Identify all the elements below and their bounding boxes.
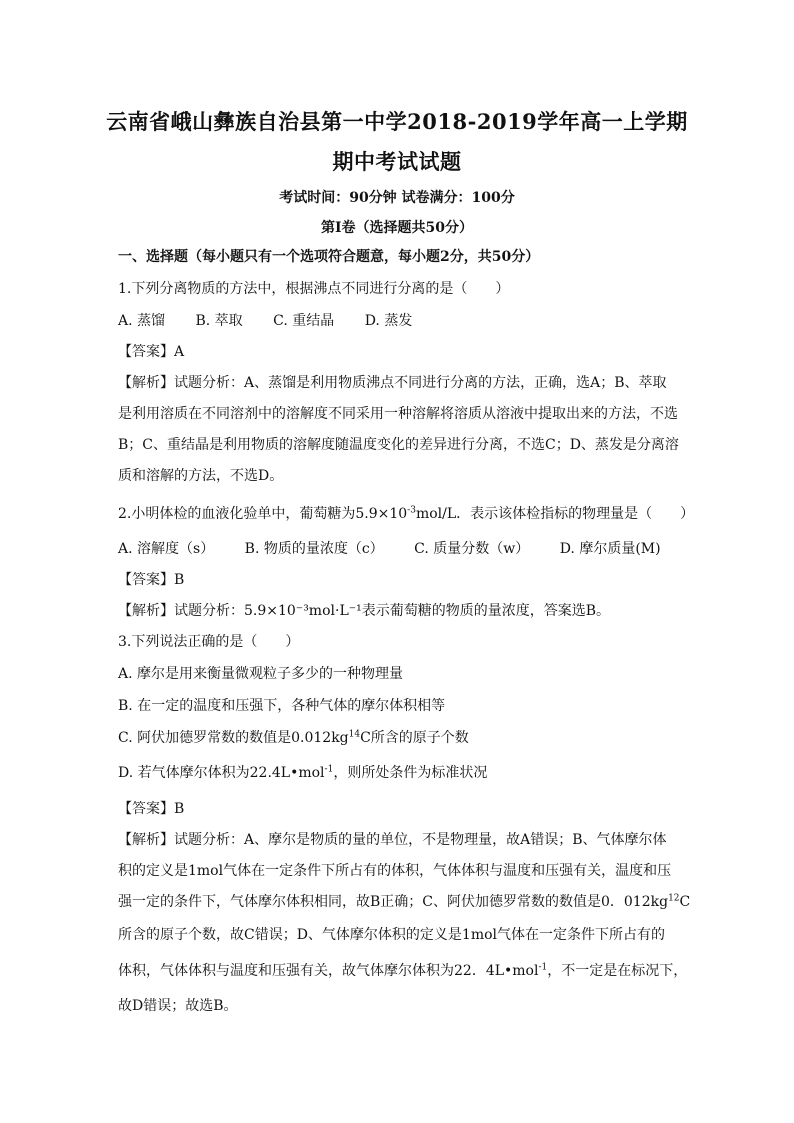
q3-analysis-5-pre: 体积，气体体积与温度和压强有关，故气体摩尔体积为22．4L•mol [118,963,539,979]
q3-analysis-line [118,961,688,981]
q3-option-b: B. 在一定的温度和压强下，各种气体的摩尔体积相等 [118,698,446,714]
q1-option-a: A. 蒸馏 [118,313,166,329]
q3-option-c-post: C所含的原子个数 [360,730,469,746]
q3-analysis-3-post: C [679,894,691,910]
q1-analysis-line: 是利用溶质在不同溶剂中的溶解度不同采用一种溶解将溶质从溶液中提取出来的方法，不选 [118,406,678,422]
q3-answer: 【答案】B [118,801,185,817]
q2-options [118,539,678,559]
q2-option-d: D. 摩尔质量(M) [559,541,661,557]
q3-option-d-post: ，则所处条件为标准状况 [333,765,488,781]
q2-stem-pre: 2.小明体检的血液化验单中，葡萄糖为5.9×10 [118,506,408,522]
q1-option-c: C. 重结晶 [273,313,335,329]
document-title-line-2: 期中考试试题 [332,149,462,174]
q3-analysis-line: 所含的原子个数，故C错误；D、气体摩尔体积的定义是1mol气体在一定条件下所占有的 [118,927,666,943]
q3-analysis-5-superscript: -1 [538,962,548,973]
q3-option-a: A. 摩尔是用来衡量微观粒子多少的一种物理量 [118,666,404,682]
q3-analysis-line: 积的定义是1mol气体在一定条件下所占有的体积，气体体积与温度和压强有关，温度和压 [118,863,672,879]
q3-option-c-pre: C. 阿伏加德罗常数的数值是0.012kg [118,730,349,746]
q3-analysis-line [118,892,691,912]
q1-analysis-line: 【解析】试题分析：A、蒸馏是利用物质沸点不同进行分离的方法，正确，选A；B、萃取 [118,375,667,391]
q1-option-b: B. 萃取 [195,313,243,329]
q1-option-d: D. 蒸发 [364,313,413,329]
q2-answer: 【答案】B [118,572,185,588]
q3-option-d-superscript: -1 [324,764,334,775]
q3-analysis-3-superscript: 12 [668,893,680,904]
q2-option-b: B. 物质的量浓度（c） [244,541,384,557]
section-heading: 一、选择题（每小题只有一个选项符合题意，每小题2分，共50分） [118,249,540,265]
q3-option-d [118,763,678,783]
q2-option-a: A. 溶解度（s） [118,541,215,557]
q1-analysis-line: B；C、重结晶是利用物质的溶解度随温度变化的差异进行分离，不选C；D、蒸发是分离溶 [118,437,679,453]
q3-analysis-line: 故D错误；故选B。 [118,998,238,1014]
q1-options [118,311,678,331]
q2-analysis: 【解析】试题分析：5.9×10⁻³mol·L⁻¹表示葡萄糖的物质的量浓度，答案选B。 [118,603,611,619]
q3-stem: 3.下列说法正确的是（ ） [118,634,300,650]
q2-stem-exponent: -3 [407,505,416,516]
q1-stem: 1.下列分离物质的方法中，根据沸点不同进行分离的是（ ） [118,281,510,297]
q3-option-c-superscript: 14 [348,729,361,740]
q1-analysis-line: 质和溶解的方法，不选D。 [118,468,284,484]
q3-option-d-pre: D. 若气体摩尔体积为22.4L•mol [118,765,325,781]
document-title-line-1: 云南省峨山彝族自治县第一中学2018-2019学年高一上学期 [106,109,688,134]
exam-info: 考试时间：90分钟 试卷满分：100分 [279,190,515,206]
q1-answer: 【答案】A [118,344,185,360]
q3-analysis-line: 【解析】试题分析：A、摩尔是物质的量的单位，不是物理量，故A错误；B、气体摩尔体 [118,832,667,848]
q3-analysis-5-post: ，不一定是在标况下， [547,963,688,979]
q2-option-c: C. 质量分数（w） [414,541,530,557]
q3-option-c [118,728,678,748]
volume-heading: 第I卷（选择题共50分） [320,220,474,236]
q3-analysis-3-pre: 强一定的条件下，气体摩尔体积相同，故B正确；C、阿伏加德罗常数的数值是0．012kg [118,894,669,910]
q2-stem [118,504,695,524]
q2-stem-post: mol/L．表示该体检指标的物理量是（ ） [415,506,695,522]
